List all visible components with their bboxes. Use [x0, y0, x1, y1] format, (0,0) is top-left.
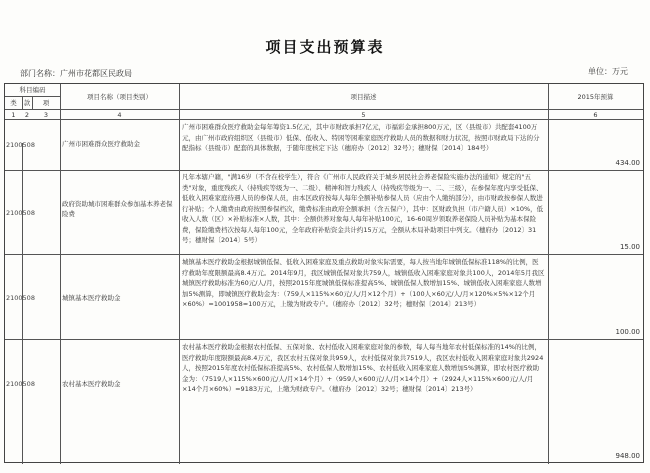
row-project-name: 广州市困难群众医疗救助金: [62, 140, 140, 148]
row-amount: 948.00: [615, 452, 640, 460]
header-kuan: 款: [23, 99, 31, 107]
grid-line: [5, 254, 643, 255]
header-project-name: 项目名称（项目类别）: [87, 93, 152, 101]
header-lei: 类: [10, 99, 17, 107]
row-code: 2100508: [6, 141, 35, 149]
header-project-desc: 项目描述: [350, 93, 377, 101]
department-label: 部门名称：广州市花都区民政局: [20, 69, 132, 78]
document-title: 项目支出预算表: [265, 38, 385, 56]
row-code: 2100508: [6, 209, 35, 217]
row-project-name: 政府资助城市困难群众参加基本养老保险费: [62, 200, 173, 218]
row-amount: 100.00: [615, 328, 640, 336]
header-budget: 2015年预算: [577, 93, 614, 101]
header-xiang: 项: [42, 99, 50, 107]
row-project-name: 城镇基本医疗救助金: [62, 294, 121, 302]
row-project-name: 农村基本医疗救助金: [62, 380, 121, 388]
grid-line: [179, 84, 180, 464]
grid-line: [22, 143, 23, 464]
row-project-desc: 城镇基本医疗救助金根据城镇低保、低收入困难家庭及重点救助对象实际需要，每人按当地年城镇低保标准118%的比例，医疗救助年度限额最高8.4万元。2014年9月，我区城镇低保对象共759人，城镇低收入困难家庭对象共100人，2014年5月我区城镇医疗救助标准为60元/人/月，按照2015年度城镇低保标准提高5%、城镇低保人数增加15%、城镇低收入困难家庭人数增加5%测算，即城镇医疗救助金为：（759人×115%×60元/人/月×12个月）+（100人×60元/人/月×120%×5%×12个月×60%）=1001958≈100万元，上缴为财政专户。（穗府办〔2012〕32号；穗财保〔2014〕213号）: [182, 258, 545, 308]
index-cell: 2: [24, 111, 30, 119]
grid-line: [5, 170, 643, 171]
index-cell: 1: [11, 111, 16, 119]
row-project-desc: 农村基本医疗救助金根据农村低保、五保对象、农村低收入困难家庭对象的参数，每人每当地年农村低保标准的14%的比例，医疗救助年度限额最高8.4万元，我区农村五保对象共959人，农村低保对象共7519人，我区农村低收入困难家庭对象共2924人，按照2015年度农村低保标准提高5%、农村低保人数增加15%、农村低收入困难家庭人数增加5%测算，即农村医疗救助金为：（7519人×115%×600元/人/月×14个月）+（959人×600元/人/月×14个月）+（2924人×115%×600元/人/月×14个月×60%）=9183万元，上缴为财政专户。（穗府办〔2012〕32号；穗财保〔2014〕213号）: [182, 343, 544, 393]
unit-label: 单位：万元: [588, 67, 628, 76]
index-cell: 5: [361, 111, 366, 119]
row-amount: 434.00: [615, 159, 640, 167]
grid-line: [5, 96, 60, 97]
row-project-desc: 广州市困难群众医疗救助金每年筹资1.5亿元，其中市财政承担7亿元，市福彩金承担800万元，区（县级市）共配套4100万元，由广州市政府组织区（县级市）低保、低收入、特困等困难家庭医疗救助人员的数据和财力状况，按照市财政局下达的分配指标（县级市）配套的具体数据，于随年度核定下达（穗府办〔2012〕32号）；穗财保〔2014〕184号）: [182, 123, 540, 152]
index-cell: 4: [117, 111, 122, 119]
row-code: 2100508: [6, 380, 35, 388]
row-amount: 15.00: [619, 243, 640, 251]
grid-line: [548, 84, 549, 464]
budget-table: [4, 83, 644, 463]
row-code: 2100508: [6, 294, 35, 302]
header-subject-code: 科目编码: [19, 86, 46, 94]
grid-line: [60, 84, 61, 464]
row-project-desc: 凡年本辖户籍，"满16岁（不含在校学生），符合《广州市人民政府关于城乡居民社会养老保险实施办法的通知》规定的"五类"对象，重度残疾人（持残疾等级为一、二级）、精神和智力残疾人（持残疾等级为一、二、三级），在参保年度内享受低保、低收入困难家庭待遇人员的参保人员，由本区政府按每人每年全额补贴参保人员（应由个人缴纳部分），由市财政按参保人数进行补贴；个人缴费由政府按照参保档次，缴费标准由政府全额承担（含五保户），其中：区财政负担（市户籍人员）×10%，低收入人数（区）×补贴标准×人数，其中：全额供养对象每人每年补贴100元，16-60周岁领取养老保险人员补贴为基本保险费，保险缴费档次按每人每年100元，全年政府补贴资金共计约15万元，全额从本局补助项目中列支。（穗府办〔2012〕31号；穗财保〔2014〕5号）: [182, 173, 544, 244]
index-cell: 3: [43, 111, 49, 119]
grid-line: [5, 339, 643, 340]
index-cell: 6: [593, 111, 598, 119]
